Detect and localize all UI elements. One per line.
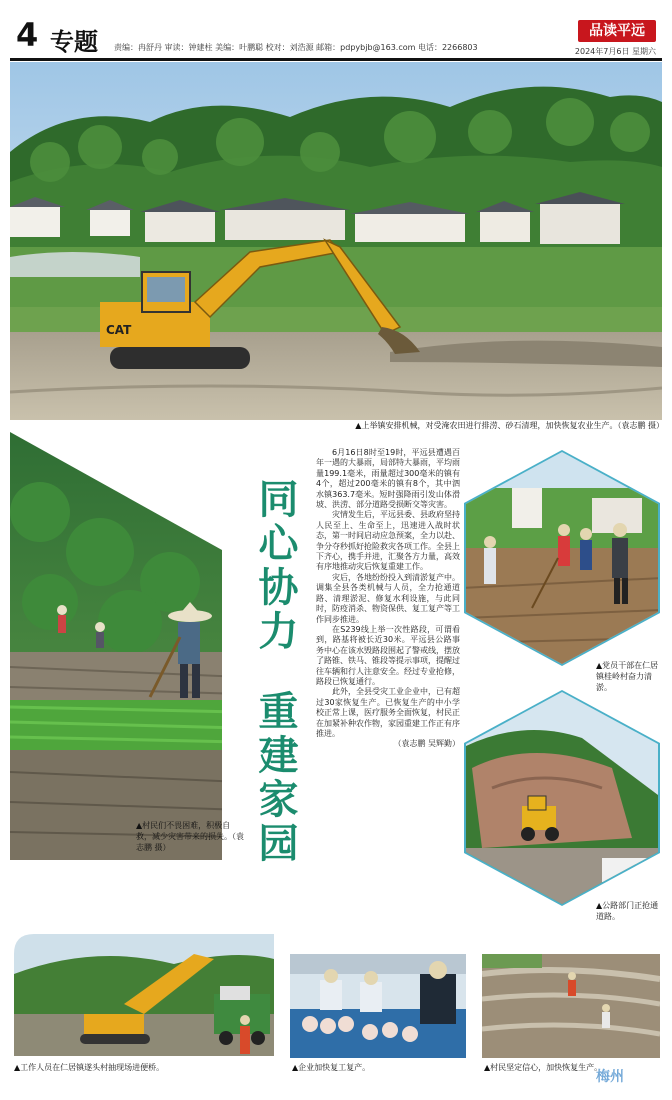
page-number: 4: [16, 16, 39, 54]
main-photo-excavator: [10, 62, 662, 420]
main-photo-caption: ▲上举镇安排机械，对受淹农田进行排涝、砂石清理，加快恢复农业生产。（袁志鹏 摄）: [355, 421, 664, 430]
svg-text:CAT: CAT: [106, 323, 132, 337]
bottom-caption-3: ▲村民坚定信心，加快恢复生产。: [484, 1063, 603, 1072]
article-paragraph: 在S239线上举一次性路段，可谓看到，路基将被长近30米。平远县公路事务中心在该水毁路段围起了警戒线，摆放了路锥、铁马、锥段等提示事项，提醒过往车辆和行人注意安全。经过专业抢修，路段已恢复通行。: [316, 624, 460, 686]
hex1-caption: ▲党员干部在仁居镇桂岭村奋力清淤。: [596, 661, 659, 692]
hex2-caption: ▲公路部门正抢通道路。: [596, 901, 659, 921]
left-photo-villagers: [10, 432, 242, 860]
newspaper-logo: 品读平远: [578, 20, 656, 42]
page-header: [10, 14, 662, 58]
staff-line: 责编：冉舒丹 审读：钟建柱 美编：叶鹏聪 校对：刘浩源 邮箱：pdpybjb@163.com 电话：2266803: [114, 43, 478, 52]
bottom-caption-2: ▲企业加快复工复产。: [292, 1063, 371, 1072]
bottom-caption-1: ▲工作人员在仁居镇遂头村抽现场进便桥。: [14, 1063, 165, 1072]
bottom-photo-farmland: [482, 954, 660, 1058]
bottom-photo-factory: [290, 954, 466, 1058]
article-paragraph: 灾后，各地纷纷投入到清淤复产中。调集全县各类机械与人员，全力抢通道路、清理淤泥、修复水利设施，与此同时，防疫消杀、物资保供、复工复产等工作同步推进。: [316, 572, 460, 624]
article-paragraph: 6月16日8时至19时，平远县遭遇百年一遇的大暴雨，局部特大暴雨，平均雨量199.1毫米，雨量超过300毫米的镇有4个，超过200毫米的镇有8个，其中泗水镇363.7毫米。短时强降雨引发山体滑坡、洪涝、部分道路受损断交等灾害。: [316, 448, 460, 510]
hex-photo-cleanup: [462, 448, 662, 668]
watermark-logo: 梅州: [596, 1069, 624, 1085]
bottom-photo-bridge: [14, 934, 274, 1056]
hex-photo-road: [462, 688, 662, 908]
headline-line-2: 重建家园: [252, 690, 299, 866]
headline-line-1: 同心协力: [252, 478, 299, 654]
left-photo-caption: ▲村民们不畏困难，积极自救，减少灾害带来的损失。（袁志鹏 摄）: [136, 821, 244, 852]
article-body: [316, 448, 460, 750]
header-rule: [10, 58, 662, 61]
article-byline: （袁志鹏 吴辉勤）: [393, 739, 460, 749]
issue-date: 2024年7月6日 星期六: [574, 47, 656, 56]
article-paragraph: 灾情发生后，平远县委、县政府坚持人民至上、生命至上，迅速进入战时状态，第一时间启动应急预案，全力以赴、争分夺秒抓好抢险救灾各项工作。全县上下齐心，携手并进，汇聚各方力量，高效有序地推动灾后恢复重建工作。: [316, 510, 460, 572]
section-title: 专题: [50, 28, 98, 56]
article-paragraph: 此外，全县受灾工业企业中，已有超过30家恢复生产。已恢复生产的中小学校正常上课，医疗服务全面恢复，村民正在加紧补种农作物，家园重建工作正有序推进。: [316, 687, 460, 738]
